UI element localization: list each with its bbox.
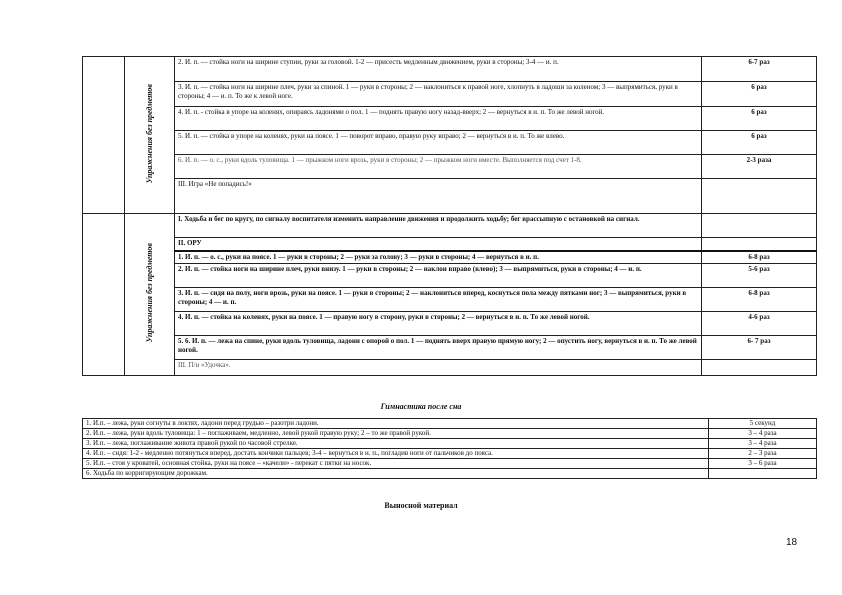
- after-sleep-count: 2 – 3 раза: [709, 449, 817, 459]
- after-sleep-count: 3 – 6 раза: [709, 459, 817, 469]
- blank-left-cell: [83, 57, 125, 214]
- exercise-text: I. Ходьба и бег по кругу, по сигналу воспитателя изменить направление движения и продолжить ходьбу; бег врассыпную с остановкой на сигнал.: [175, 214, 702, 238]
- exercise-text: 4. И. п. - стойка в упоре на коленях, опираясь ладонями о пол. 1 — поднять правую ногу назад-вверх; 2 — вернуться в и. п. То же левой ногой.: [175, 107, 702, 131]
- exercise-count: 2-3 раза: [702, 155, 817, 179]
- exercise-count: 6-8 раз: [702, 288, 817, 312]
- page-number: 18: [786, 537, 798, 548]
- after-sleep-text: 2. И.п. – лежа, руки вдоль туловища: 1 – поглаживаем, медленно, левой рукой правую руку; 2 – то же правой рукой.: [83, 429, 709, 439]
- exercise-text: 3. И. п. — сидя на полу, ноги врозь, руки на поясе. 1 — руки в стороны; 2 — наклониться вперед, коснуться пола между пятками ног; 3 — выпрямиться, руки в стороны; 4 — и. п.: [175, 288, 702, 312]
- exercise-count: 6 раз: [702, 107, 817, 131]
- exercise-text: 6. И. п. — о. с., руки вдоль туловища. 1 — прыжком ноги врозь, руки в стороны; 2 — прыжком ноги вместе. Выполняется под счет 1-8.: [175, 155, 702, 179]
- after-sleep-table: [82, 418, 817, 479]
- exercise-count: 6- 7 раз: [702, 336, 817, 360]
- section-label-with: Упражнения без предметов: [125, 57, 175, 214]
- after-sleep-text: 6. Ходьба по корригирующим дорожкам.: [83, 469, 709, 479]
- exercise-count: [702, 360, 817, 376]
- exercise-count: [702, 214, 817, 238]
- game-text: III. Игра «Не попадись!»: [175, 179, 702, 214]
- exercise-count: 6 раз: [702, 82, 817, 107]
- exercise-text: 2. И. п. — стойка ноги на ширине ступни, руки за головой. 1-2 — присесть медленным движением, руки в стороны; 3-4 — и. п.: [175, 57, 702, 82]
- after-sleep-text: 1. И.п. – лежа, руки согнуты в локтях, ладони перед грудью – разотри ладони.: [83, 419, 709, 429]
- section-label-without: Упражнения без предметов: [125, 214, 175, 376]
- exercise-table: [82, 56, 817, 376]
- outdoor-material-title: Выносной материал: [384, 501, 458, 510]
- exercise-text: 5. 6. И. п. — лежа на спине, руки вдоль туловища, ладони с опорой о пол. 1 — поднять вверх правую прямую ногу; 2 — опустить ногу, вернуться в и. п. То же левой ногой.: [175, 336, 702, 360]
- blank-left-cell: [83, 214, 125, 376]
- after-sleep-count: 3 – 4 раза: [709, 429, 817, 439]
- after-sleep-count: 3 – 4 раза: [709, 439, 817, 449]
- exercise-count: [702, 179, 817, 214]
- after-sleep-title: Гимнастика после сна: [380, 402, 462, 411]
- after-sleep-text: 3. И.п. – лежа, поглаживание живота правой рукой по часовой стрелке.: [83, 439, 709, 449]
- section-heading: II. ОРУ: [175, 238, 702, 251]
- after-sleep-count: 5 секунд: [709, 419, 817, 429]
- exercise-count: 4-6 раз: [702, 312, 817, 336]
- exercise-count: 6 раз: [702, 131, 817, 155]
- exercise-text: 2. И. п. — стойка ноги на ширине плеч, руки внизу. 1 — руки в стороны; 2 — наклон вправо (влево); 3 — выпрямиться, руки в стороны; 4 — и. п.: [175, 264, 702, 288]
- after-sleep-text: 4. И.п. – сидя: 1-2 - медленно потянуться вперед, достать кончики пальцев; 3-4 – вернуться в и. п., погладив ноги от пальчиков до пояса.: [83, 449, 709, 459]
- exercise-count: 6-8 раз: [702, 251, 817, 264]
- exercise-text: 4. И. п. — стойка на коленях, руки на поясе. 1 — правую ногу в сторону, руки в стороны; 2 — вернуться в и. п. То же левой ногой.: [175, 312, 702, 336]
- game-text: III. П/и «Удочка».: [175, 360, 702, 376]
- exercise-text: 3. И. п. — стойка ноги на ширине плеч, руки за спиной. 1 — руки в стороны; 2 — наклониться к правой ноге, хлопнуть в ладоши за коленом; 3 — выпрямиться, руки в стороны; 4 — и. п. То же к левой ноге.: [175, 82, 702, 107]
- after-sleep-text: 5. И.п. – стоя у кроватей, основная стойка, руки на поясе – «качели» - перекат с пятки на носок.: [83, 459, 709, 469]
- exercise-count: 5-6 раз: [702, 264, 817, 288]
- exercise-text: 1. И. п. — о. с., руки на поясе. 1 — руки в стороны; 2 — руки за голову; 3 — руки в стороны; 4 — вернуться в и. п.: [175, 251, 702, 264]
- exercise-text: 5. И. п. — стойка в упоре на коленях, руки на поясе. 1 — поворот вправо, правую руку вправо; 2 — вернуться в и. п. То же влево.: [175, 131, 702, 155]
- exercise-count: [702, 238, 817, 251]
- exercise-count: 6-7 раз: [702, 57, 817, 82]
- after-sleep-count: [709, 469, 817, 479]
